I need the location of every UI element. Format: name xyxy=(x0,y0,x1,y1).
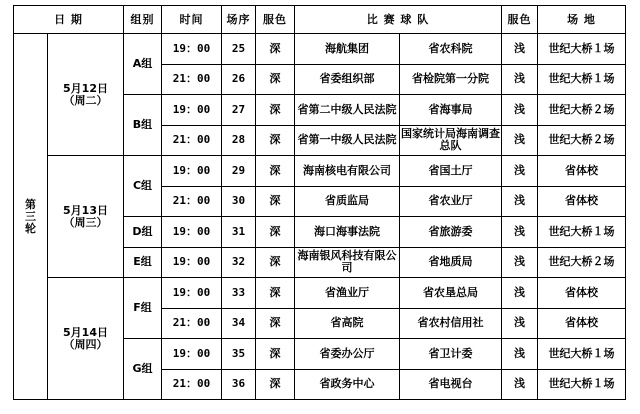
day-weekday: （周二） xyxy=(63,93,108,107)
jersey-home: 深 xyxy=(256,64,295,95)
team-home: 海南银风科技有限公司 xyxy=(295,247,400,278)
jersey-home: 深 xyxy=(256,34,295,65)
group-cell: B组 xyxy=(124,95,162,156)
team-away: 省农村信用社 xyxy=(400,308,502,339)
jersey-home: 深 xyxy=(256,339,295,370)
match-number: 26 xyxy=(222,64,256,95)
venue-cell: 世纪大桥１场 xyxy=(538,217,626,248)
match-time: 21：00 xyxy=(162,64,222,95)
day-date: 5月12日 xyxy=(63,81,108,95)
match-time: 21：00 xyxy=(162,369,222,400)
match-number: 29 xyxy=(222,156,256,187)
team-home: 海航集团 xyxy=(295,34,400,65)
match-time: 21：00 xyxy=(162,186,222,217)
team-away: 国家统计局海南调查总队 xyxy=(400,125,502,156)
header-jersey-1: 服色 xyxy=(256,6,295,34)
team-home: 省第一中级人民法院 xyxy=(295,125,400,156)
team-away: 省农科院 xyxy=(400,34,502,65)
jersey-home: 深 xyxy=(256,95,295,126)
jersey-away: 浅 xyxy=(502,64,538,95)
venue-cell: 世纪大桥１场 xyxy=(538,369,626,400)
jersey-home: 深 xyxy=(256,125,295,156)
jersey-home: 深 xyxy=(256,217,295,248)
day-date: 5月13日 xyxy=(63,203,108,217)
team-away: 省地质局 xyxy=(400,247,502,278)
team-away: 省旅游委 xyxy=(400,217,502,248)
header-match-no: 场序 xyxy=(222,6,256,34)
jersey-home: 深 xyxy=(256,308,295,339)
venue-cell: 世纪大桥２场 xyxy=(538,125,626,156)
venue-cell: 世纪大桥２场 xyxy=(538,95,626,126)
day-date: 5月14日 xyxy=(63,325,108,339)
team-home: 省委组织部 xyxy=(295,64,400,95)
match-number: 35 xyxy=(222,339,256,370)
match-time: 19：00 xyxy=(162,247,222,278)
team-home: 省高院 xyxy=(295,308,400,339)
team-away: 省国土厅 xyxy=(400,156,502,187)
match-time: 19：00 xyxy=(162,339,222,370)
table-row xyxy=(14,278,626,309)
team-home: 省政务中心 xyxy=(295,369,400,400)
match-time: 19：00 xyxy=(162,278,222,309)
jersey-away: 浅 xyxy=(502,95,538,126)
match-time: 19：00 xyxy=(162,156,222,187)
header-teams: 比 赛 球 队 xyxy=(295,6,502,34)
team-home: 省质监局 xyxy=(295,186,400,217)
jersey-home: 深 xyxy=(256,186,295,217)
header-venue: 场 地 xyxy=(538,6,626,34)
match-number: 32 xyxy=(222,247,256,278)
team-away: 省海事局 xyxy=(400,95,502,126)
team-away: 省卫计委 xyxy=(400,339,502,370)
header-jersey-2: 服色 xyxy=(502,6,538,34)
venue-cell: 世纪大桥２场 xyxy=(538,247,626,278)
group-cell: F组 xyxy=(124,278,162,339)
match-time: 19：00 xyxy=(162,95,222,126)
jersey-away: 浅 xyxy=(502,217,538,248)
match-number: 30 xyxy=(222,186,256,217)
venue-cell: 省体校 xyxy=(538,308,626,339)
match-time: 19：00 xyxy=(162,217,222,248)
jersey-away: 浅 xyxy=(502,125,538,156)
match-time: 19：00 xyxy=(162,34,222,65)
header-group: 组别 xyxy=(124,6,162,34)
schedule-table xyxy=(13,5,626,400)
jersey-away: 浅 xyxy=(502,34,538,65)
team-home: 海口海事法院 xyxy=(295,217,400,248)
team-away: 省检院第一分院 xyxy=(400,64,502,95)
jersey-away: 浅 xyxy=(502,369,538,400)
venue-cell: 世纪大桥１场 xyxy=(538,34,626,65)
group-cell: D组 xyxy=(124,217,162,248)
team-away: 省电视台 xyxy=(400,369,502,400)
group-cell: C组 xyxy=(124,156,162,217)
team-home: 省渔业厅 xyxy=(295,278,400,309)
venue-cell: 省体校 xyxy=(538,186,626,217)
day-weekday: （周三） xyxy=(63,215,108,229)
match-number: 33 xyxy=(222,278,256,309)
jersey-home: 深 xyxy=(256,156,295,187)
table-row xyxy=(14,34,626,65)
round-label: 第三轮 xyxy=(14,34,48,400)
match-number: 28 xyxy=(222,125,256,156)
match-time: 21：00 xyxy=(162,125,222,156)
jersey-away: 浅 xyxy=(502,186,538,217)
group-cell: G组 xyxy=(124,339,162,400)
match-number: 34 xyxy=(222,308,256,339)
header-date: 日 期 xyxy=(14,6,124,34)
team-home: 省第二中级人民法院 xyxy=(295,95,400,126)
day-cell xyxy=(48,34,124,156)
day-cell xyxy=(48,278,124,400)
match-time: 21：00 xyxy=(162,308,222,339)
venue-cell: 省体校 xyxy=(538,156,626,187)
jersey-away: 浅 xyxy=(502,308,538,339)
jersey-home: 深 xyxy=(256,369,295,400)
match-number: 36 xyxy=(222,369,256,400)
match-number: 31 xyxy=(222,217,256,248)
group-cell: A组 xyxy=(124,34,162,95)
jersey-away: 浅 xyxy=(502,247,538,278)
jersey-home: 深 xyxy=(256,247,295,278)
jersey-home: 深 xyxy=(256,278,295,309)
day-cell xyxy=(48,156,124,278)
header-row xyxy=(14,6,626,34)
team-away: 省农垦总局 xyxy=(400,278,502,309)
jersey-away: 浅 xyxy=(502,339,538,370)
team-away: 省农业厅 xyxy=(400,186,502,217)
jersey-away: 浅 xyxy=(502,278,538,309)
team-home: 海南核电有限公司 xyxy=(295,156,400,187)
schedule-sheet xyxy=(13,5,626,400)
match-number: 25 xyxy=(222,34,256,65)
venue-cell: 省体校 xyxy=(538,278,626,309)
venue-cell: 世纪大桥１场 xyxy=(538,339,626,370)
match-number: 27 xyxy=(222,95,256,126)
day-weekday: （周四） xyxy=(63,337,108,351)
table-row xyxy=(14,156,626,187)
jersey-away: 浅 xyxy=(502,156,538,187)
team-home: 省委办公厅 xyxy=(295,339,400,370)
header-time: 时间 xyxy=(162,6,222,34)
venue-cell: 世纪大桥１场 xyxy=(538,64,626,95)
group-cell: E组 xyxy=(124,247,162,278)
